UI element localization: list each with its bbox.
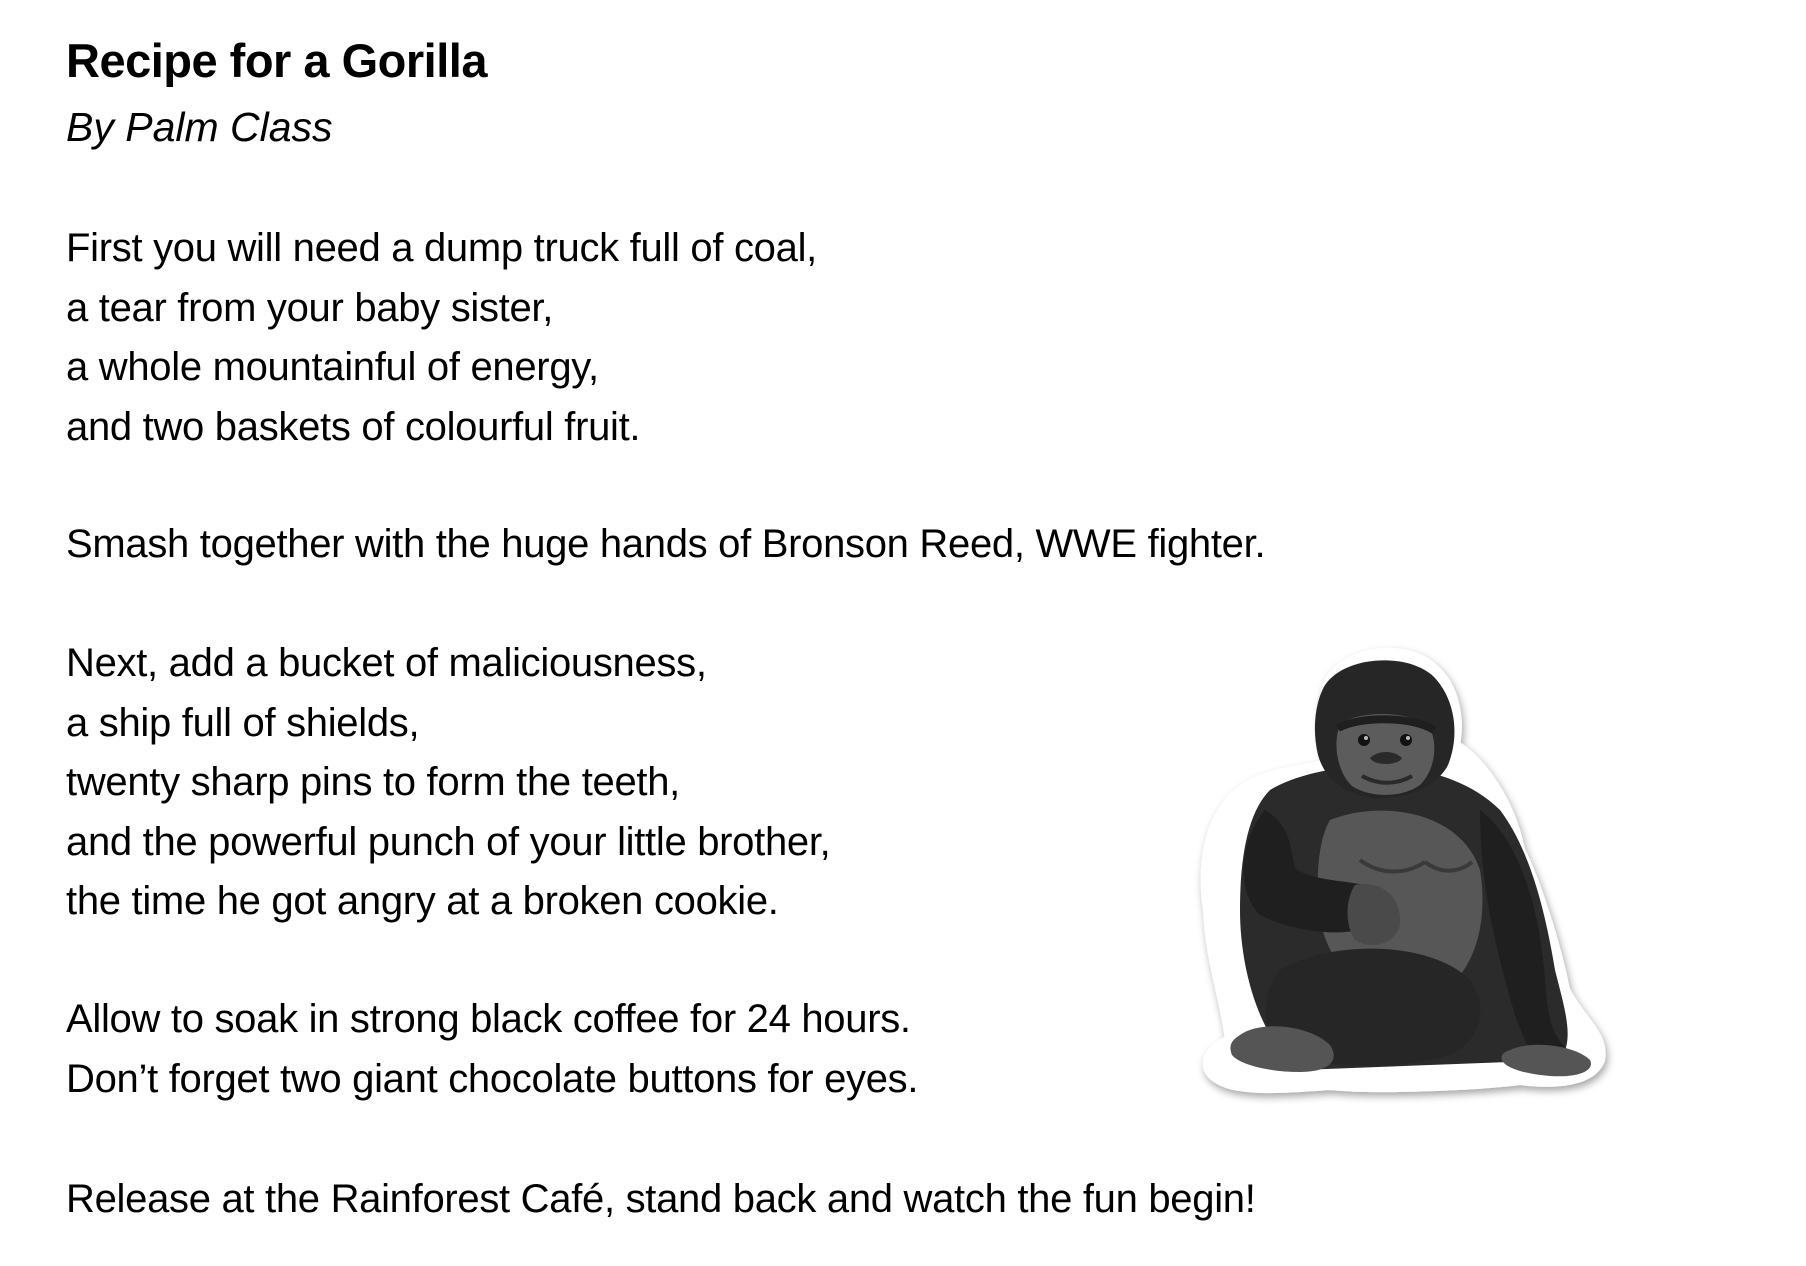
poem-byline: By Palm Class bbox=[66, 104, 333, 150]
poem-line: Allow to soak in strong black coffee for 24 hours. bbox=[66, 997, 911, 1041]
poem-line: a whole mountainful of energy, bbox=[66, 345, 599, 389]
stanza-2 bbox=[66, 515, 1265, 575]
poem-title: Recipe for a Gorilla bbox=[66, 34, 487, 87]
stanza-4 bbox=[66, 990, 918, 1109]
poem-line: First you will need a dump truck full of coal, bbox=[66, 226, 817, 270]
poem-line: Smash together with the huge hands of Bronson Reed, WWE fighter. bbox=[66, 522, 1266, 566]
gorilla-body bbox=[1230, 660, 1591, 1076]
poem-line: twenty sharp pins to form the teeth, bbox=[66, 760, 680, 804]
stanza-1 bbox=[66, 219, 817, 457]
poem-line: Don’t forget two giant chocolate buttons for eyes. bbox=[66, 1056, 919, 1101]
poem-line: a tear from your baby sister, bbox=[66, 285, 554, 330]
poem-line: and two baskets of colourful fruit. bbox=[66, 404, 641, 449]
stanza-5 bbox=[66, 1170, 1256, 1230]
poem-line: Release at the Rainforest Café, stand back and watch the fun begin! bbox=[66, 1177, 1256, 1221]
gorilla-illustration-icon bbox=[1180, 640, 1620, 1110]
poem-line: the time he got angry at a broken cookie. bbox=[66, 879, 779, 923]
stanza-3 bbox=[66, 634, 830, 932]
poem-line: a ship full of shields, bbox=[66, 700, 420, 745]
poem-line: Next, add a bucket of maliciousness, bbox=[66, 641, 707, 685]
poem-line: and the powerful punch of your little brother, bbox=[66, 819, 831, 864]
